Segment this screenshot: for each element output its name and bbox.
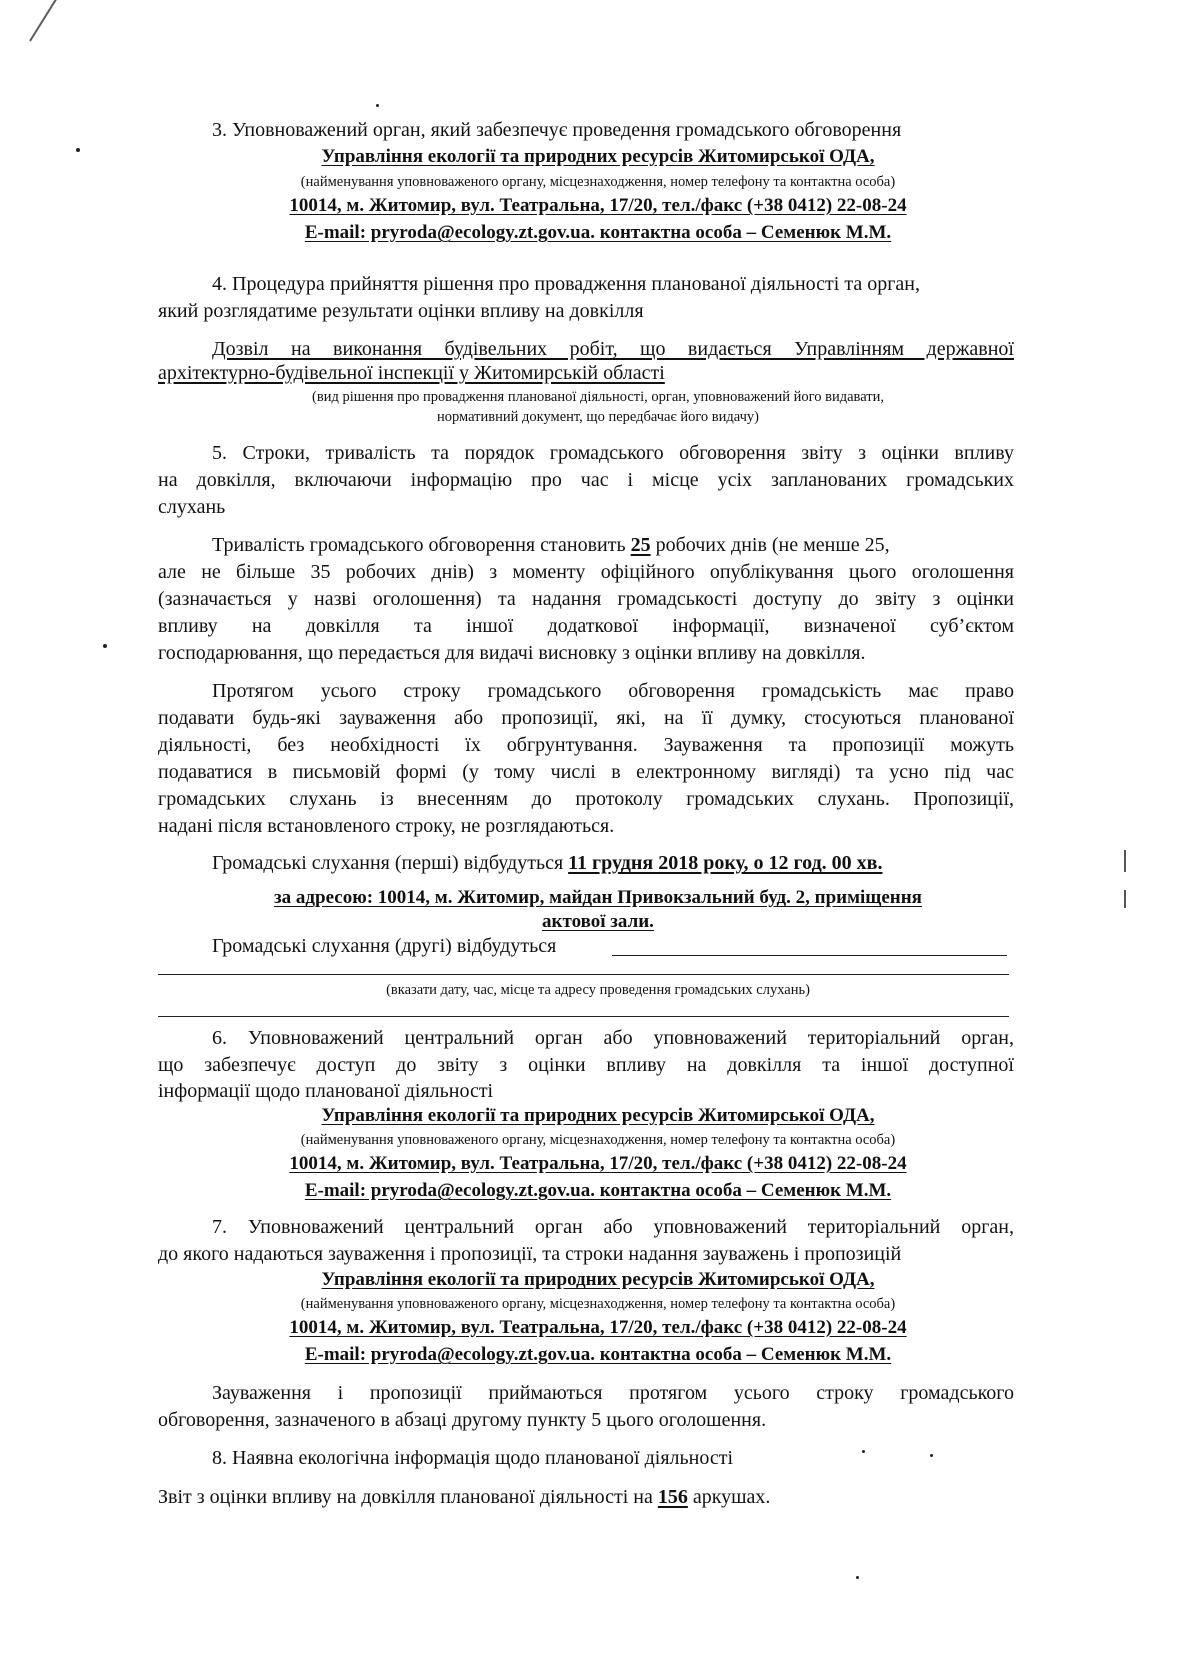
section5-rights-line5: громадських слухань із внесенням до протоколу громадських слухань. Пропозиції, bbox=[158, 788, 1014, 810]
section4-heading-line2: який розглядатиме результати оцінки впливу на довкілля bbox=[158, 300, 644, 322]
section7-email-contact: E-mail: pryroda@ecology.zt.gov.ua. контактна особа – Семенюк М.М. bbox=[304, 1344, 892, 1365]
hearing2-blank-line-full bbox=[158, 974, 1009, 975]
hearing2-caption: (вказати дату, час, місце та адресу проведення громадських слухань) bbox=[386, 982, 810, 998]
section5-duration-line5: господарювання, що передається для видачі висновку з оцінки впливу на довкілля. bbox=[158, 642, 866, 664]
section5-duration-line4: впливу на довкілля та іншої додаткової інформації, визначеної суб’єктом bbox=[158, 615, 1014, 637]
section7-org-caption: (найменування уповноваженого органу, місцезнаходження, номер телефону та контактна особа) bbox=[300, 1296, 896, 1312]
scan-speck bbox=[376, 104, 379, 107]
section6-address: 10014, м. Житомир, вул. Театральна, 17/20, тел./факс (+38 0412) 22-08-24 bbox=[289, 1153, 907, 1174]
report-lead: Звіт з оцінки впливу на довкілля планованої діяльності на bbox=[158, 1486, 653, 1508]
report-tail: аркушах. bbox=[692, 1486, 771, 1508]
hearing2-lead: Громадські слухання (другі) відбудуться bbox=[212, 935, 557, 957]
section5-heading-line2: на довкілля, включаючи інформацію про час і місце усіх запланованих громадських bbox=[158, 469, 1014, 491]
hearing2-blank-line-bottom bbox=[158, 1016, 1009, 1017]
section4-decision-line2: архітектурно-будівельної інспекції у Житомирській області bbox=[158, 362, 665, 384]
hearing1-datetime: 11 грудня 2018 року, о 12 год. 00 хв. bbox=[568, 852, 883, 874]
section5-duration-line2: але не більше 35 робочих днів) з моменту офіційного опублікування цього оголошення bbox=[158, 561, 1014, 583]
section3-org-caption: (найменування уповноваженого органу, місцезнаходження, номер телефону та контактна особа) bbox=[300, 174, 896, 190]
section3-email-contact: E-mail: pryroda@ecology.zt.gov.ua. контактна особа – Семенюк М.М. bbox=[304, 222, 892, 243]
report-page-count: 156 bbox=[657, 1486, 688, 1508]
hearing1-lead: Громадські слухання (перші) відбудуться bbox=[212, 852, 564, 874]
hearing1-line bbox=[212, 851, 882, 875]
section5-rights-line2: подавати будь-які зауваження або пропозиції, які, на її думку, стосуються планованої bbox=[158, 707, 1014, 729]
section6-org-name: Управління екології та природних ресурсів Житомирської ОДА, bbox=[321, 1105, 875, 1126]
section4-decision-line1: Дозвіл на виконання будівельних робіт, що видається Управлінням державної bbox=[212, 338, 1014, 360]
section8-heading: 8. Наявна екологічна інформація щодо планованої діяльності bbox=[212, 1447, 733, 1469]
duration-days: 25 bbox=[630, 534, 651, 556]
section4-caption-line1: (вид рішення про провадження планованої діяльності, орган, уповноважений його видавати, bbox=[312, 389, 884, 405]
section4-caption-line2: нормативний документ, що передбачає його видачу) bbox=[436, 409, 760, 425]
section8-report-line bbox=[158, 1485, 770, 1509]
section5-rights-line3: діяльності, без необхідності їх обгрунтування. Зауваження та пропозиції можуть bbox=[158, 734, 1014, 756]
section7-heading-line2: до якого надаються зауваження і пропозиції, та строки надання зауважень і пропозицій bbox=[158, 1243, 902, 1265]
section6-heading-line2: що забезпечує доступ до звіту з оцінки впливу на довкілля та іншої доступної bbox=[158, 1054, 1014, 1076]
section5-rights-line6: надані після встановленого строку, не розглядаються. bbox=[158, 815, 615, 837]
scan-speck bbox=[103, 644, 107, 648]
hearing1-address-line1: за адресою: 10014, м. Житомир, майдан Привокзальний буд. 2, приміщення bbox=[274, 887, 922, 908]
section7-note-line1: Зауваження і пропозиції приймаються протягом усього строку громадського bbox=[212, 1382, 1014, 1404]
section5-duration-line3: (зазначається у назві оголошення) та надання громадськості доступу до звіту з оцінки bbox=[158, 588, 1014, 610]
scan-speck bbox=[856, 1576, 859, 1579]
section7-heading-line1: 7. Уповноважений центральний орган або уповноважений територіальний орган, bbox=[212, 1216, 1014, 1238]
section6-heading-line1: 6. Уповноважений центральний орган або уповноважений територіальний орган, bbox=[212, 1027, 1014, 1049]
section3-org-name: Управління екології та природних ресурсів Житомирської ОДА, bbox=[321, 146, 875, 167]
duration-tail: робочих днів (не менше 25, bbox=[655, 534, 890, 556]
section6-heading-line3: інформації щодо планованої діяльності bbox=[158, 1080, 494, 1102]
section7-note-line2: обговорення, зазначеного в абзаці другому пункту 5 цього оголошення. bbox=[158, 1409, 767, 1431]
section5-heading-line3: слухань bbox=[158, 496, 226, 518]
section3-heading: 3. Уповноважений орган, який забезпечує проведення громадського обговорення bbox=[212, 119, 902, 141]
scan-artifact-mark bbox=[29, 0, 76, 42]
section6-org-caption: (найменування уповноваженого органу, місцезнаходження, номер телефону та контактна особа) bbox=[300, 1132, 896, 1148]
section6-email-contact: E-mail: pryroda@ecology.zt.gov.ua. контактна особа – Семенюк М.М. bbox=[304, 1180, 892, 1201]
scan-speck bbox=[862, 1450, 865, 1453]
section5-rights-line1: Протягом усього строку громадського обговорення громадськість має право bbox=[212, 680, 1014, 702]
scan-speck bbox=[930, 1454, 933, 1457]
hearing2-blank-line bbox=[612, 955, 1007, 956]
duration-lead: Тривалість громадського обговорення становить bbox=[212, 534, 626, 556]
section3-address: 10014, м. Житомир, вул. Театральна, 17/20, тел./факс (+38 0412) 22-08-24 bbox=[289, 195, 907, 216]
section5-duration-line1 bbox=[212, 533, 890, 557]
section4-heading-line1: 4. Процедура прийняття рішення про провадження планованої діяльності та орган, bbox=[212, 273, 920, 295]
scan-edge-mark bbox=[1124, 850, 1126, 872]
section5-heading-line1: 5. Строки, тривалість та порядок громадського обговорення звіту з оцінки впливу bbox=[212, 442, 1014, 464]
section7-address: 10014, м. Житомир, вул. Театральна, 17/20, тел./факс (+38 0412) 22-08-24 bbox=[289, 1317, 907, 1338]
section5-rights-line4: подаватися в письмовій формі (у тому числі в електронному вигляді) та усно під час bbox=[158, 761, 1014, 783]
hearing1-address-line2: актової зали. bbox=[542, 911, 654, 932]
section7-org-name: Управління екології та природних ресурсів Житомирської ОДА, bbox=[321, 1269, 875, 1290]
